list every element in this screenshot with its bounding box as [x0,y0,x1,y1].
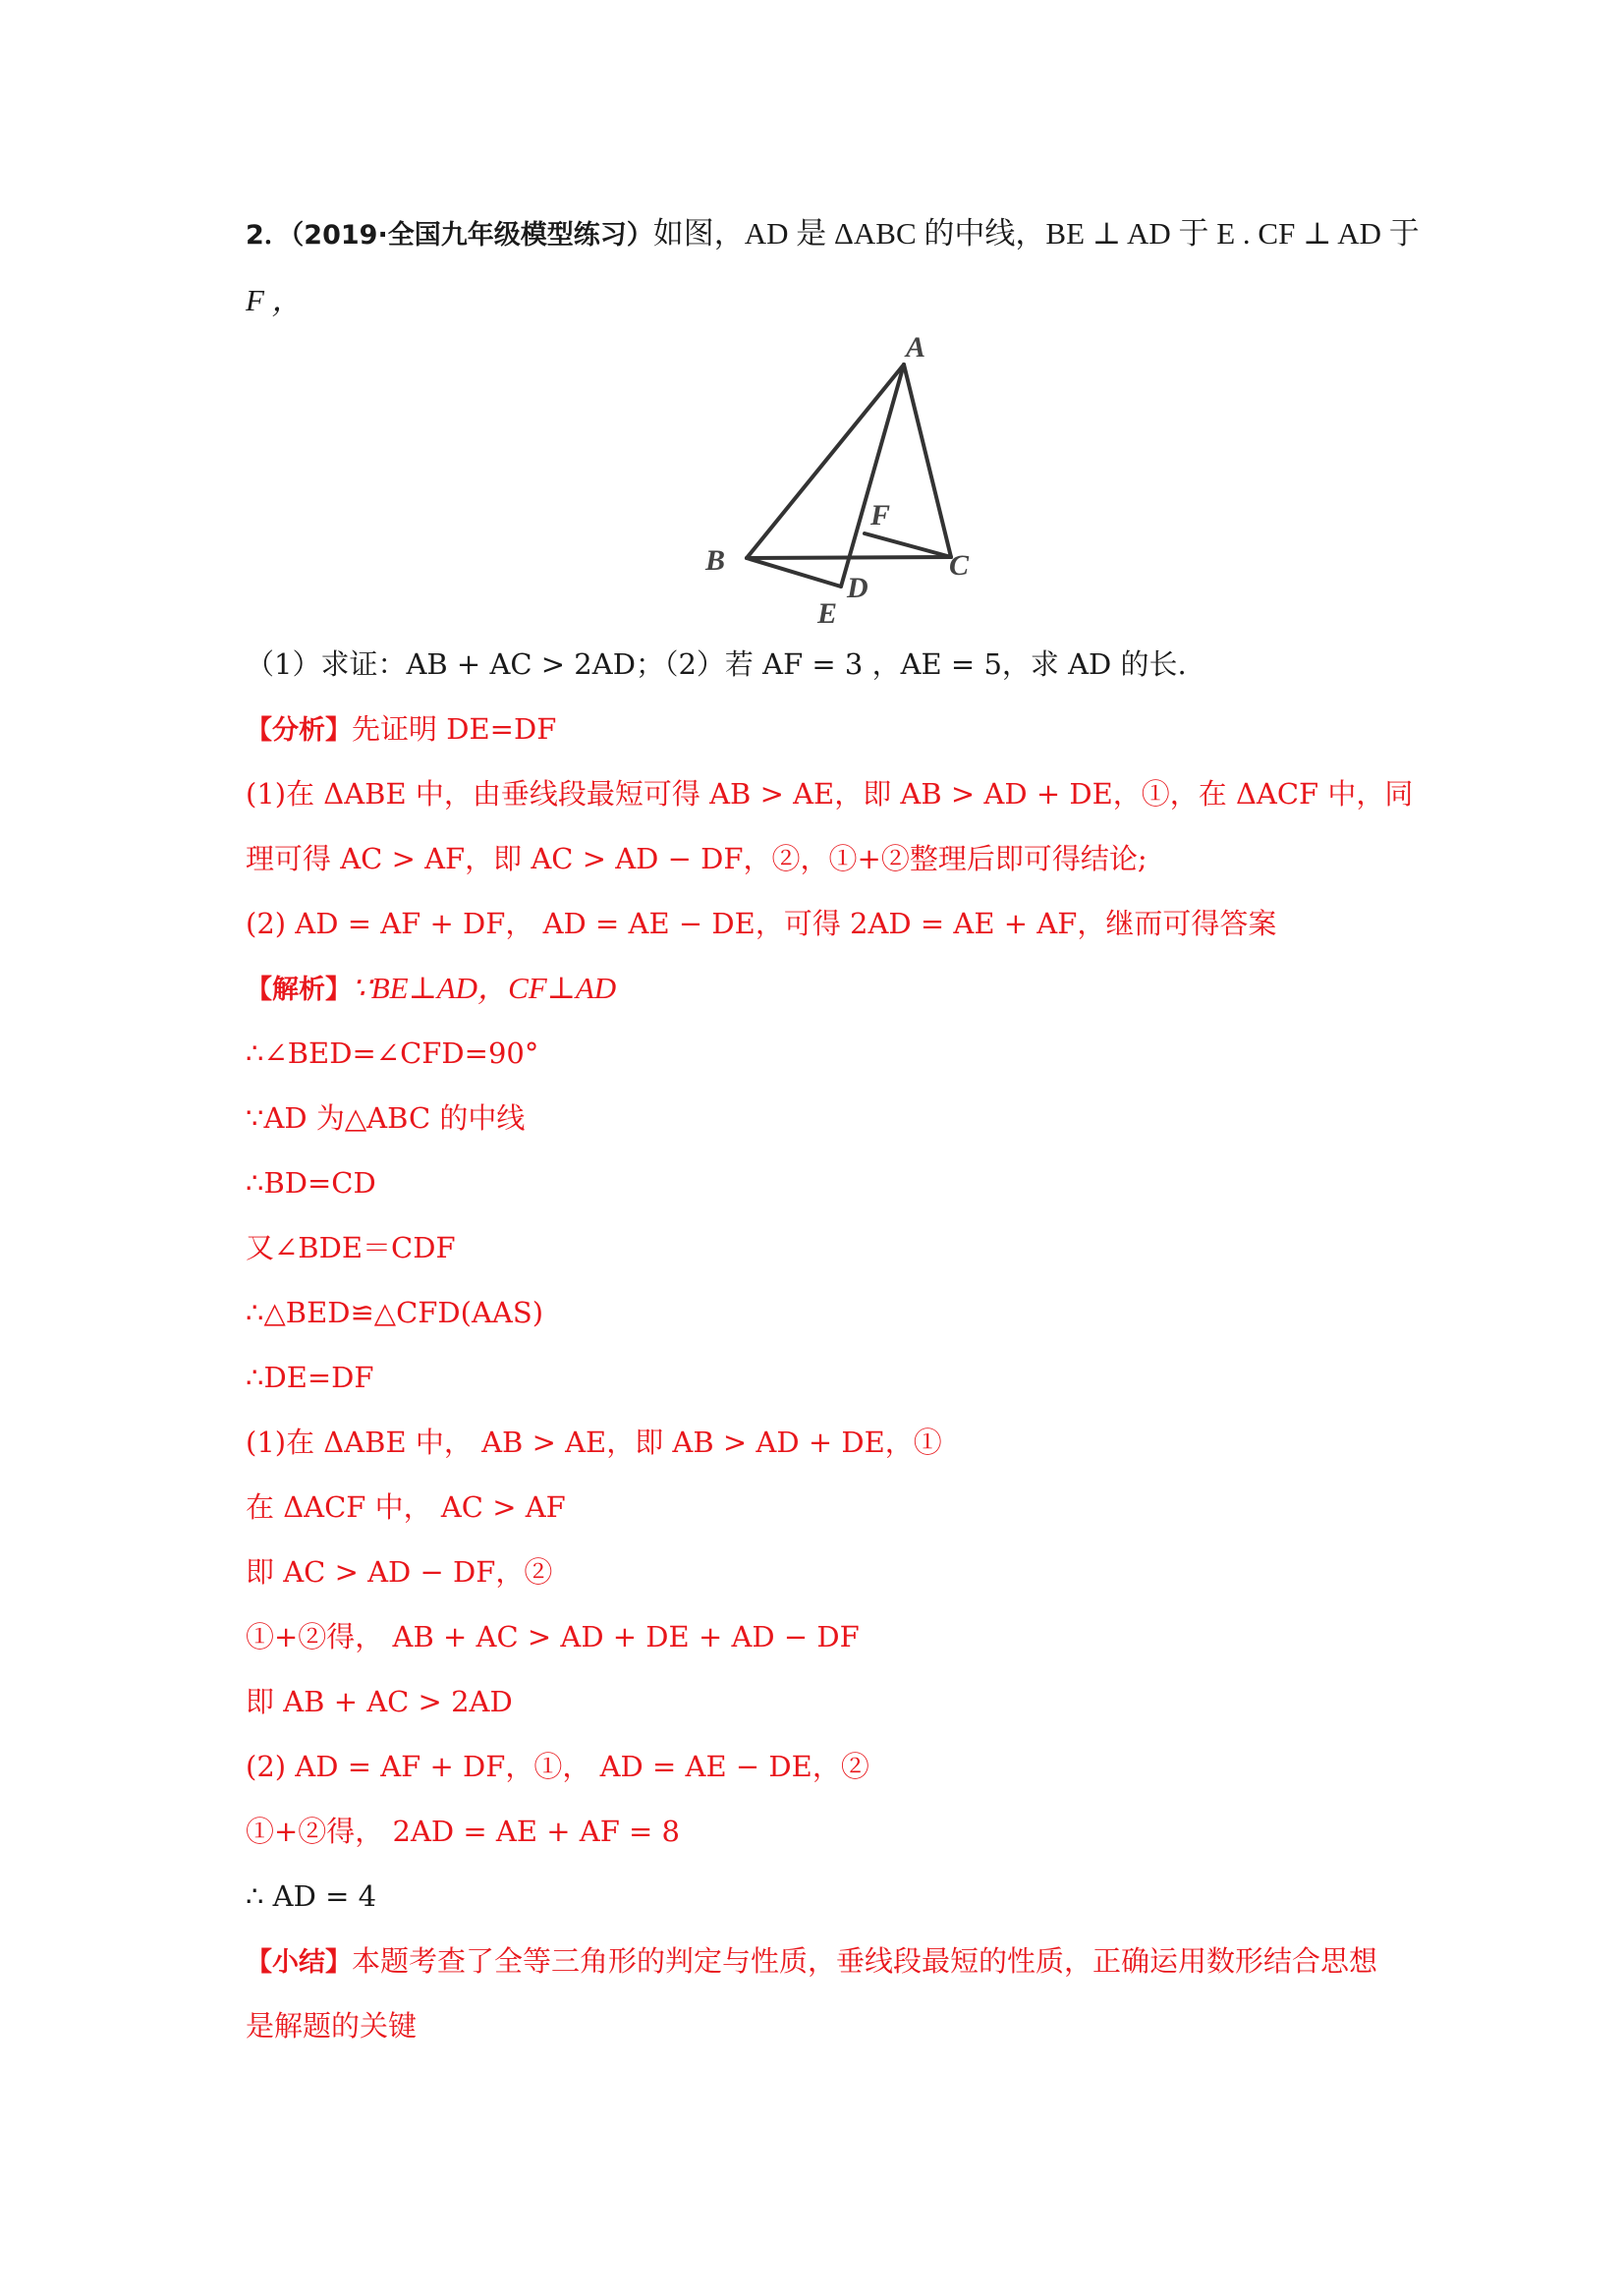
analysis-p1-line-1: (1)在 ΔABE 中，由垂线段最短可得 AB > AE，即 AB > AD + DE，①，在 ΔACF 中，同 [246,777,1414,811]
solution-step-1: ∴∠BED=∠CFD=90° [246,1036,539,1070]
solution-step-10: ①+②得， AB + AC > AD + DE + AD − DF [246,1620,860,1653]
summary-text-1: 本题考查了全等三角形的判定与性质，垂线段最短的性质，正确运用数形结合思想 [352,1944,1378,1978]
analysis-intro: 先证明 DE=DF [352,712,557,746]
solution-step-8: 在 ΔACF 中， AC > AF [246,1490,566,1524]
triangle-figure [688,319,1002,634]
solution-step-0-text: ∵BE⊥AD，CF⊥AD [352,971,617,1005]
analysis-p1-line-2: 理可得 AC > AF，即 AC > AD − DF，②，①+②整理后即可得结论; [246,842,1147,875]
solution-step-6: ∴DE=DF [246,1361,374,1394]
solution-tag: 【解析】 [246,975,352,1005]
summary-line-2: 是解题的关键 [246,2009,418,2043]
segment-CF [865,533,951,557]
analysis-p2-line: (2) AD = AF + DF， AD = AE − DE，可得 2AD = AE + AF，继而可得答案 [246,907,1277,940]
solution-step-4: 又∠BDE＝CDF [246,1231,456,1264]
analysis-tag: 【分析】 [246,715,352,746]
solution-step-13: ①+②得， 2AD = AE + AF = 8 [246,1815,680,1848]
solution-step-7: (1)在 ΔABE 中， AB > AE，即 AB > AD + DE，① [246,1426,942,1459]
segment-BE [747,558,841,587]
label-E: E [817,597,838,630]
problem-statement-text: 如图，AD 是 ΔABC 的中线，BE ⊥ AD 于 E . CF ⊥ AD 于 [652,216,1420,251]
segment-AE [841,364,904,587]
solution-step-12: (2) AD = AF + DF，①， AD = AE − DE，② [246,1750,869,1783]
solution-step-2: ∵AD 为△ABC 的中线 [246,1101,526,1135]
problem-number: 2． [246,220,291,251]
problem-statement-line-2: F ， [246,283,303,317]
segment-AC [904,364,951,557]
label-C: C [949,549,970,582]
summary-line-1 [246,1941,1377,1983]
problem-source: （2019·全国九年级模型练习） [290,220,653,251]
solution-step-14: ∴ AD = 4 [246,1879,377,1913]
summary-tag: 【小结】 [246,1947,352,1978]
questions-line: （1）求证：AB + AC > 2AD；（2）若 AF = 3 ，AE = 5，求 AD 的长. [246,647,1187,681]
solution-step-5: ∴△BED≌△CFD(AAS) [246,1296,544,1329]
solution-step-11: 即 AB + AC > 2AD [246,1685,513,1718]
solution-step-9: 即 AC > AD − DF，② [246,1555,553,1589]
solution-step-3: ∴BD=CD [246,1166,376,1200]
label-D: D [847,572,868,604]
solution-step-0 [246,969,616,1010]
problem-statement-line-1 [246,214,1420,255]
analysis-intro-line [246,709,556,751]
label-F: F [870,499,891,532]
label-B: B [705,544,726,577]
label-A: A [906,331,926,364]
